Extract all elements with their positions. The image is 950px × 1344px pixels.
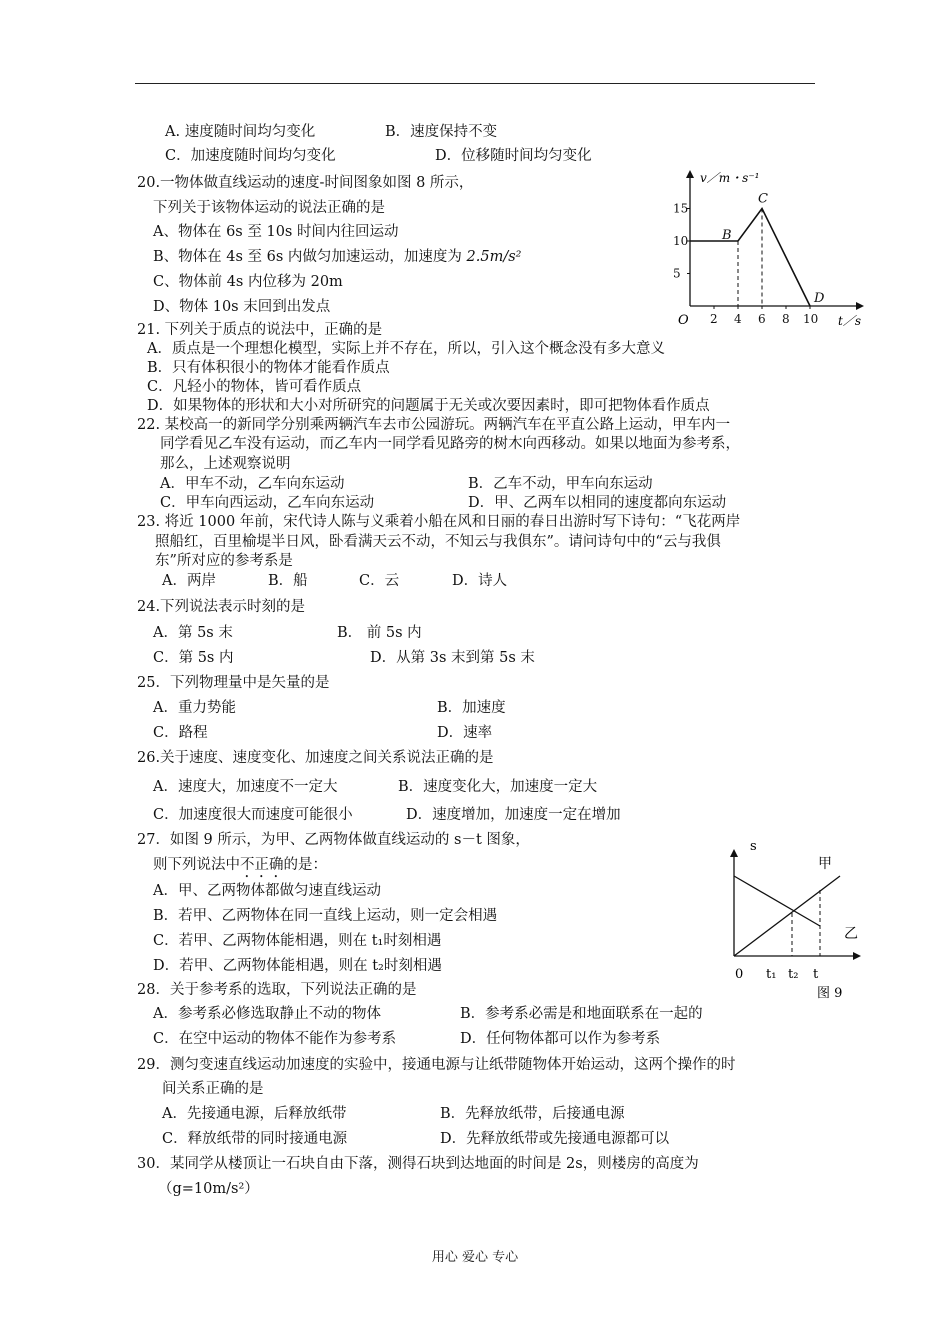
q27-option-c: C．若甲、乙两物体能相遇，则在 t₁时刻相遇 [153,933,442,949]
jia-label: 甲 [818,856,832,872]
q26-stem: 26.关于速度、速度变化、加速度之间关系说法正确的是 [137,750,494,766]
q19-option-c: C．加速度随时间均匀变化 [165,148,336,164]
q21-option-c: C．凡轻小的物体，皆可看作质点 [147,379,362,395]
figure-8-vt-graph [668,168,868,330]
q26-option-c: C．加速度很大而速度可能很小 [153,807,353,823]
q20-option-b-value: 2.5m/s² [466,249,522,265]
q23-option-a: A．两岸 [162,573,216,589]
q29-stem-2: 间关系正确的是 [162,1081,264,1097]
x-tick-label: 10 [803,312,819,326]
t-label: t [813,967,819,982]
q27-emphasis-text: 不正确 [240,857,284,873]
x-tick-label: 8 [782,312,790,326]
q24-option-b: B． 前 5s 内 [337,625,422,641]
q29-option-b: B．先释放纸带，后接通电源 [440,1106,625,1122]
x-axis-label: t／s [838,314,861,328]
q20-stem: 20.一物体做直线运动的速度-时间图象如图 8 所示， [137,175,474,191]
q21-stem: 21. 下列关于质点的说法中，正确的是 [137,322,383,338]
page-footer: 用心 爱心 专心 [431,1250,519,1265]
q30-stem-2: （g=10m/s²） [158,1181,259,1197]
q28-option-a: A．参考系必修选取静止不动的物体 [153,1006,381,1022]
origin-label: 0 [735,967,744,982]
jia-series-line [734,876,840,956]
t2-label: t₂ [788,967,799,982]
q23-option-b: B．船 [268,573,308,589]
y-tick-label: 5 [673,266,681,281]
q29-stem: 29．测匀变速直线运动加速度的实验中，接通电源与让纸带随物体开始运动，这两个操作的时 [137,1057,736,1073]
q20-option-b [153,248,522,266]
q29-option-a: A．先接通电源，后释放纸带 [162,1106,347,1122]
q23-stem: 23. 将近 1000 年前，宋代诗人陈与义乘着小船在风和日丽的春日出游时写下诗句：“飞花两岸 [137,514,741,530]
figure-9-st-graph [718,832,868,1004]
q22-option-a: A．甲车不动，乙车向东运动 [160,476,345,492]
y-axis-arrow-icon [730,849,738,857]
q25-option-c: C．路程 [153,725,208,741]
q27-option-b: B．若甲、乙两物体在同一直线上运动，则一定会相遇 [153,908,498,924]
q21-option-a: A．质点是一个理想化模型，实际上并不存在，所以，引入这个概念没有多大意义 [147,341,665,357]
q20-option-b-text: B、物体在 4s 至 6s 内做匀加速运动，加速度为 [153,249,467,265]
q22-option-d: D．甲、乙两车以相同的速度都向东运动 [468,495,727,511]
q23-option-c: C．云 [359,573,400,589]
q20-option-c: C、物体前 4s 内位移为 20m [153,274,343,290]
y-axis-label: s [750,839,757,854]
q28-option-b: B．参考系必需是和地面联系在一起的 [460,1006,703,1022]
q22-stem: 22. 某校高一的新同学分别乘两辆汽车去市公园游玩。两辆汽车在平直公路上运动，甲车内一 [137,417,731,433]
q22-stem-3: 那么，上述观察说明 [160,456,291,472]
q30-stem: 30．某同学从楼顶让一石块自由下落，测得石块到达地面的时间是 2s，则楼房的高度为 [137,1156,699,1172]
q22-option-b: B．乙车不动，甲车向东运动 [468,476,653,492]
q20-option-d: D、物体 10s 末回到出发点 [153,299,331,315]
q21-option-d: D．如果物体的形状和大小对所研究的问题属于无关或次要因素时，即可把物体看作质点 [147,398,710,414]
q28-option-c: C．在空中运动的物体不能作为参考系 [153,1031,397,1047]
q24-stem: 24.下列说法表示时刻的是 [137,599,306,615]
q22-option-c: C．甲车向西运动，乙车向东运动 [160,495,375,511]
q19-option-a: A. 速度随时间均匀变化 [165,124,316,140]
q29-option-c: C．释放纸带的同时接通电源 [162,1131,348,1147]
point-label-b: B [722,228,732,243]
q23-stem-2: 照船红，百里榆堤半日风，卧看满天云不动，不知云与我俱东”。请问诗句中的“云与我俱 [155,534,721,550]
x-axis-arrow-icon [856,302,864,310]
q25-option-d: D．速率 [437,725,493,741]
y-tick-label: 10 [673,234,689,248]
q27-stem-2-pre: 则下列说法中 [153,857,240,873]
q29-option-d: D．先释放纸带或先接通电源都可以 [440,1131,670,1147]
q28-stem: 28．关于参考系的选取，下列说法正确的是 [137,982,417,998]
t1-label: t₁ [766,967,777,982]
q23-option-d: D．诗人 [452,573,508,589]
header-rule [135,83,815,84]
x-tick-label: 2 [710,312,718,326]
q25-option-b: B．加速度 [437,700,506,716]
q27-stem-2 [153,856,327,881]
yi-label: 乙 [844,926,858,942]
q27-option-a: A．甲、乙两物体都做匀速直线运动 [153,883,381,899]
q24-option-c: C．第 5s 内 [153,650,234,666]
q20-stem-2: 下列关于该物体运动的说法正确的是 [153,200,385,216]
q21-option-b: B．只有体积很小的物体才能看作质点 [147,360,390,376]
q24-option-d: D．从第 3s 末到第 5s 末 [370,650,535,666]
point-label-c: C [758,191,768,207]
q26-option-b: B．速度变化大，加速度一定大 [398,779,598,795]
q23-stem-3: 东”所对应的参考系是 [155,553,293,569]
q25-option-a: A．重力势能 [153,700,236,716]
q25-stem: 25．下列物理量中是矢量的是 [137,675,330,691]
q26-option-d: D．速度增加，加速度一定在增加 [406,807,621,823]
point-label-d: D [814,291,825,306]
q26-option-a: A．速度大，加速度不一定大 [153,779,338,795]
x-axis-arrow-icon [853,952,861,960]
figure-9-caption: 图 9 [817,986,843,1001]
q22-stem-2: 同学看见乙车没有运动，而乙车内一同学看见路旁的树木向西移动。如果以地面为参考系， [160,436,740,452]
q28-option-d: D．任何物体都可以作为参考系 [460,1031,661,1047]
y-axis-label: v／m・s⁻¹ [700,171,760,185]
q24-option-a: A．第 5s 末 [153,625,233,641]
velocity-series-line [690,209,810,307]
y-tick-label: 15 [673,201,689,216]
q19-option-d: D．位移随时间均匀变化 [435,148,592,164]
y-axis-arrow-icon [686,170,694,178]
x-tick-label: 6 [758,312,766,326]
q27-stem-2-post: 的是： [283,857,327,873]
origin-label: O [678,313,689,328]
q27-stem: 27．如图 9 所示，为甲、乙两物体做直线运动的 s－t 图象， [137,832,530,848]
q20-option-a: A、物体在 6s 至 10s 时间内往回运动 [153,224,399,240]
q19-option-b: B．速度保持不变 [385,124,498,140]
q27-option-d: D．若甲、乙两物体能相遇，则在 t₂时刻相遇 [153,958,442,974]
x-tick-label: 4 [734,312,742,326]
